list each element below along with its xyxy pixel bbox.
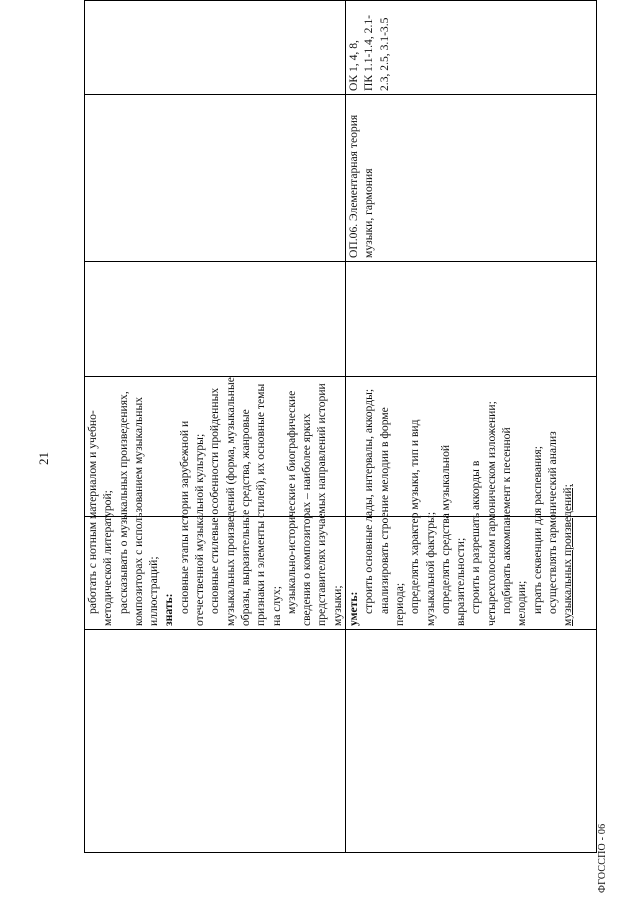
page-number: 21 (36, 452, 51, 465)
knowledge-skills-cell (85, 377, 346, 630)
section-label-know: знать: (162, 593, 176, 626)
text-line: рассказывать о музыкальных произведениях, (116, 391, 130, 614)
text-line: музыки; (330, 585, 344, 626)
text-line: периода; (392, 582, 406, 626)
table-cell-empty (346, 262, 597, 377)
text-line: строить основные лады, интервалы, аккорды; (362, 388, 376, 614)
text-line: осуществлять гармонический анализ (545, 431, 559, 614)
competency-line: ОК 1, 4, 8, (347, 40, 361, 91)
table-cell-empty (85, 262, 346, 377)
text-line: представителях изучаемых направлений истории (315, 383, 329, 626)
text-line: признаки и элементы стилей), их основные темы (254, 383, 268, 626)
text-line: основные стилевые особенности пройденных (208, 387, 222, 614)
competency-line: 2.3, 2.5, 3.1-3.5 (377, 17, 391, 91)
table-cell-empty (85, 630, 346, 853)
competency-line: ПК 1.1-1.4, 2.1- (362, 15, 376, 91)
text-line: на слух; (269, 586, 283, 626)
competencies-cell (346, 1, 597, 95)
text-line: музыкальной фактуры; (423, 511, 437, 626)
footer-code: ФГОССПО - 06 (597, 823, 608, 893)
text-line: методической литературой; (101, 490, 115, 626)
text-line: образы, выразительные средства, жанровые (238, 409, 252, 626)
competency-table (84, 0, 597, 853)
table-cell-empty (85, 95, 346, 262)
text-line: сведения о композиторах – наиболее ярких (300, 413, 314, 626)
text-line: музыкально-исторические и биографические (284, 390, 298, 614)
text-line: играть секвенции для распевания; (530, 446, 544, 614)
knowledge-skills-cell (346, 388, 597, 630)
table-cell-empty (346, 630, 597, 853)
text-line: подбирать аккомпанемент к песенной (500, 427, 514, 614)
text-line: определять характер музыки, тип и вид (408, 419, 422, 614)
text-line: основные этапы истории зарубежной и (177, 420, 191, 614)
text-line: музыкальных произведений (форма, музыкальные (223, 377, 237, 626)
text-line: четырехголосном гармоническом изложении; (484, 401, 498, 626)
table-cell-empty (85, 1, 346, 95)
text-line: определять средства музыкальной (438, 444, 452, 614)
discipline-cell (346, 95, 597, 262)
text-line: композиторах с использованием музыкальных (131, 396, 145, 626)
text-line: мелодии; (515, 580, 529, 626)
text-line: выразительности; (454, 537, 468, 626)
table-row (346, 1, 597, 853)
section-label-able: уметь: (347, 591, 361, 626)
text-line: музыкальных произведений; (561, 484, 575, 626)
text-line: строить и разрешать аккорды в (469, 460, 483, 614)
text-line: работать с нотным материалом и учебно- (86, 410, 99, 614)
discipline-name: ОП.06. Элементарная теория музыки, гармония (347, 114, 376, 258)
table-row (85, 1, 346, 853)
text-line: анализировать строение мелодии в форме (377, 407, 391, 614)
text-line: отечественной музыкальной культуры; (193, 433, 207, 626)
text-line: иллюстраций; (147, 556, 161, 626)
